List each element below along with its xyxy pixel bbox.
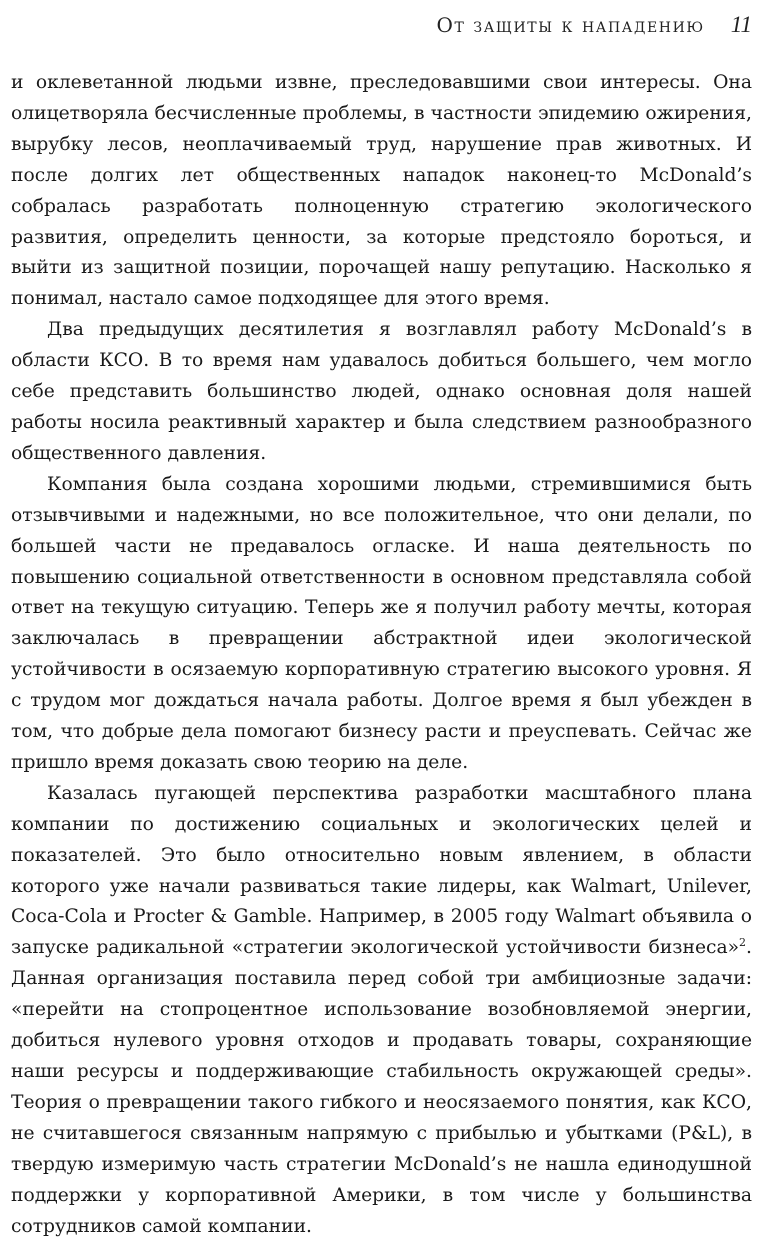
paragraph-1: и оклеветанной людьми извне, преследовавшими свои интересы. Она олицетворяла бесчисленные проблемы, в частности эпидемию ожирения, вырубку лесов, неоплачиваемый труд, нарушение прав животных. И после долгих лет общественных нападок наконец-то McDonald’s собралась разработать полноценную стратегию экологического развития, определить ценности, за которые предстояло бороться, и выйти из защитной позиции, порочащей нашу репутацию. Насколько я понимал, настало самое подходящее для этого время. (11, 72, 752, 310)
paragraph-3: Компания была создана хорошими людьми, стремившимися быть отзывчивыми и надежными, но все положительное, что они делали, по большей части не предавалось огласке. И наша деятельность по повышению социальной ответственности в основном представляла собой ответ на текущую ситуацию. Теперь же я получил работу мечты, которая заключалась в превращении абстрактной идеи экологической устойчивости в осязаемую корпоративную стратегию высокого уровня. Я с трудом мог дождаться начала работы. Долгое время я был убежден в том, что добрые дела помогают бизнесу расти и преуспевать. Сейчас же пришло время доказать свою теорию на деле. (11, 473, 752, 773)
paragraph-2: Два предыдущих десятилетия я возглавлял работу McDonald’s в области КСО. В то время нам удавалось добиться большего, чем могло себе представить большинство людей, однако основная доля нашей работы носила реактивный характер и была следствием разнообразного общественного давления. (11, 319, 752, 464)
footnote-reference[interactable]: 2 (739, 936, 747, 950)
paragraph-4-part-2: . Данная организация поставила перед собой три амбициозные задачи: «перейти на стопроцентное использование возобновляемой энергии, добиться нулевого уровня отходов и продавать товары, сохраняющие наши ресурсы и поддерживающие стабильность окружающей среды». Теория о превращении такого гибкого и неосязаемого понятия, как КСО, не считавшегося связанным напрямую с прибылью и убытками (P&L), в твердую измеримую часть стратегии McDonald’s не нашла единодушной поддержки у корпоративной Америки, в том числе у большинства сотрудников самой компании. (11, 937, 752, 1237)
body-text (11, 68, 752, 1242)
running-head (0, 12, 752, 38)
paragraph-4 (11, 779, 752, 1242)
chapter-title: От защиты к нападению (436, 13, 705, 37)
page-number: 11 (730, 12, 752, 37)
paragraph-4-part-1: Казалась пугающей перспектива разработки масштабного плана компании по достижению социальных и экологических целей и показателей. Это было относительно новым явлением, в области которого уже начали развиваться такие лидеры, как Walmart, Unilever, Coca-Cola и Procter & Gamble. Например, в 2005 году Walmart объявила о запуске радикальной «стратегии экологической устойчивости бизнеса» (11, 782, 752, 959)
